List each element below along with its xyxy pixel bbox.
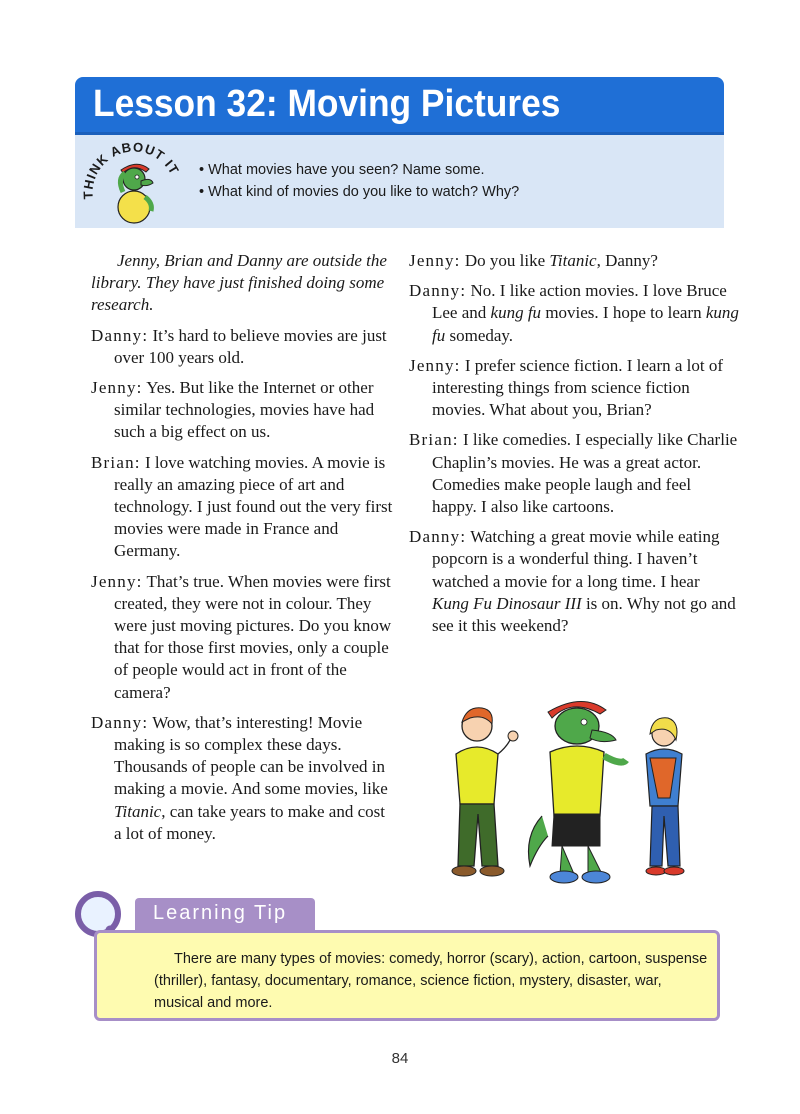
speaker-name: Jenny: [91,571,143,591]
dialogue-text: Yes. But like the Internet or other similar technologies, movies have had such a big effect on us. [114,378,375,442]
speaker-name: Jenny: [409,251,461,270]
dialogue-text: I like comedies. I especially like Charlie Chaplin’s movies. He was a great actor. Comedies make people laugh and feel happy. I also like cartoons. [432,430,738,517]
dialogue-text: Watching a great movie while eating popcorn is a wonderful thing. I haven’t watched a movie for a long time. I hear [432,527,720,591]
girl-character-icon [646,718,684,875]
dialogue-line [91,325,396,369]
dialogue-line [91,377,396,444]
boy-character-icon [452,708,518,876]
dialogue-text: , Danny? [596,251,658,270]
dialogue-text: I love watching movies. A movie is really an amazing piece of art and technology. I just found out the very first movies were made in France and Germany. [114,452,393,561]
dialogue-text: It’s hard to believe movies are just over 100 years old. [114,325,387,367]
dialogue-text: movies. I hope to learn [541,303,706,323]
characters-illustration [412,696,702,888]
dialogue-text: Do you like [464,251,550,270]
speaker-name: Danny: [91,325,149,345]
foreign-term: kung fu [432,303,739,345]
intro-paragraph: Jenny, Brian and Danny are outside the library. They have just finished doing some research. [91,251,387,315]
foreign-term: kung fu [490,303,542,323]
speaker-name: Brian: [409,430,459,450]
dialogue-text: is on. Why not go and see it this weekend? [432,593,736,636]
speaker-name: Danny: [91,712,149,732]
page-title: Lesson 32: Moving Pictures [93,83,561,125]
dialogue-line [91,571,396,704]
dinosaur-character-icon [529,701,627,883]
dialogue-line [409,355,739,422]
movie-title: Titanic [114,801,162,821]
movie-title: Kung Fu Dinosaur III [432,593,582,613]
dialogue-text: No. I like action movies. I love Bruce Lee and [432,281,727,323]
page-number: 84 [391,1050,409,1067]
movie-title: Titanic [549,251,597,270]
dialogue-line [409,280,739,347]
speaker-name: Brian: [91,452,141,472]
dialogue-left-column [91,250,396,853]
dialogue-line [409,429,739,518]
think-about-it-box [75,135,724,228]
dialogue-line [91,452,396,563]
dialogue-text: I prefer science fiction. I learn a lot of interesting things from science fiction movies. What about you, Brian? [432,355,724,420]
dialogue-text: Wow, that’s interesting! Movie making is so complex these days. Thousands of people can be involved in making a movie. And some movies, like [114,712,388,799]
speaker-name: Danny: [409,527,467,547]
dialogue-right-column [409,250,739,645]
learning-tip-label: Learning Tip [153,902,288,924]
dialogue-line [91,712,396,845]
think-question: • What kind of movies do you like to watch? Why? [199,181,519,203]
learning-tip-tab [135,898,315,930]
learning-tip-text: There are many types of movies: comedy, horror (scary), action, cartoon, suspense (thriller), fantasy, documentary, romance, science fiction, mystery, disaster, war, musical and more. [154,951,708,1011]
speaker-name: Jenny: [91,378,143,398]
think-about-it-mascot-icon [79,137,191,227]
dialogue-line [409,526,739,637]
think-questions [199,159,519,203]
learning-tip-box [94,930,720,1021]
speaker-name: Jenny: [409,355,461,375]
dialogue-text: That’s true. When movies were first created, they were not in colour. They were just moving pictures. Do you know that for those first movies, only a couple of people would act in front of the camera? [114,571,392,702]
think-about-it-label: THINK ABOUT IT [80,139,183,200]
dialogue-line [409,250,739,272]
title-banner [75,77,724,135]
speaker-name: Danny: [409,281,467,301]
think-question: • What movies have you seen? Name some. [199,159,519,181]
dialogue-text: , can take years to make and cost a lot of money. [114,801,385,843]
dialogue-text: someday. [445,325,514,345]
